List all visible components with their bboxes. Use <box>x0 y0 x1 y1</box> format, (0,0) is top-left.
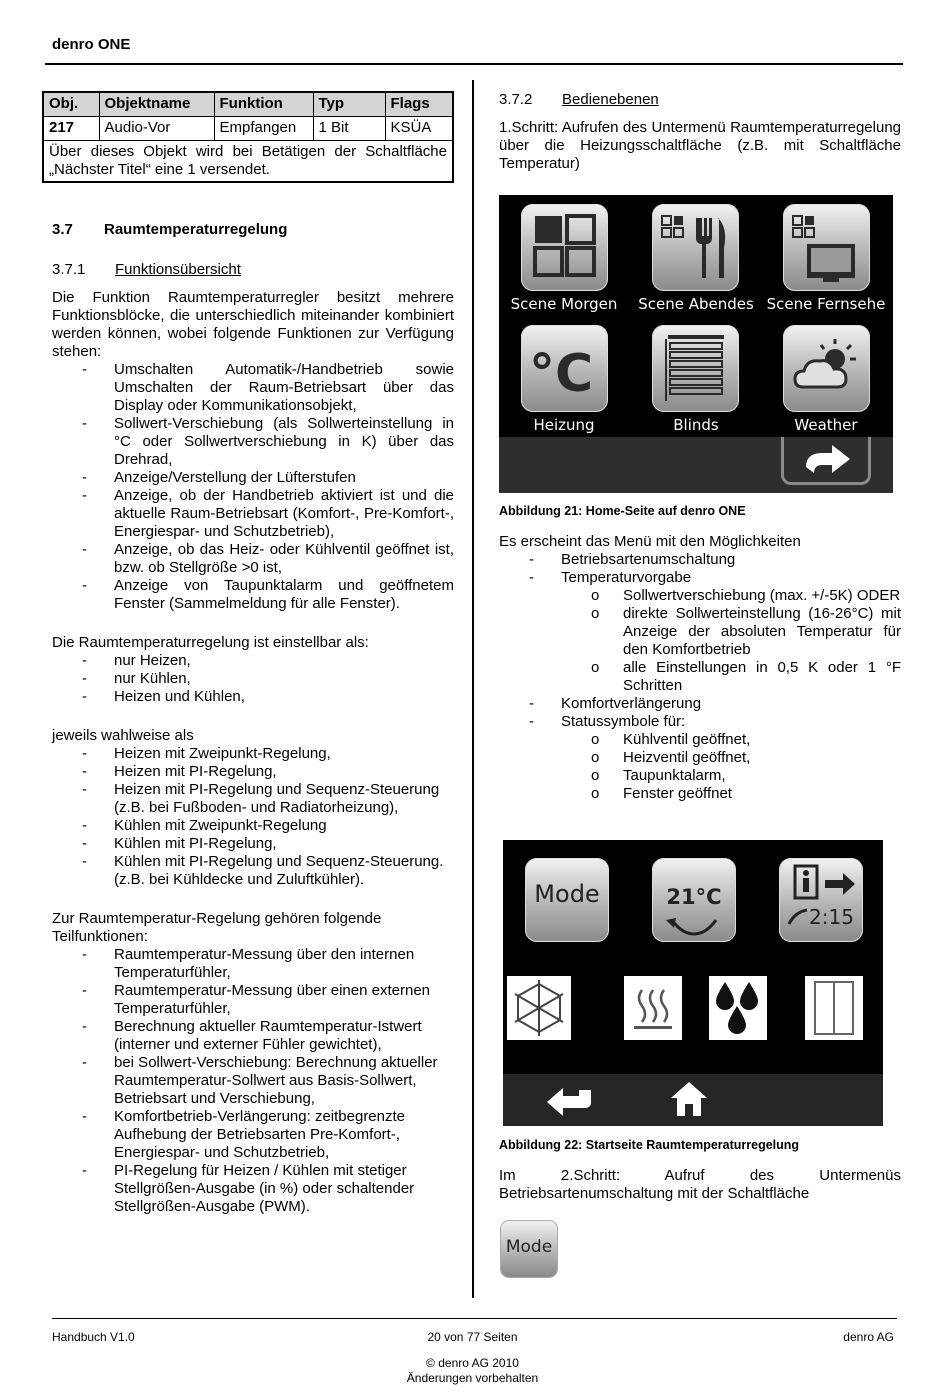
object-table <box>42 91 454 183</box>
weather-icon <box>783 325 870 412</box>
comfort-extension-tile[interactable] <box>779 858 863 942</box>
menu-list-2 <box>529 695 901 731</box>
footer-rule <box>52 1318 897 1319</box>
blinds-tile[interactable] <box>652 325 739 412</box>
list-item: - Anzeige, ob das Heiz- oder Kühlventil geöffnet ist, bzw. ob Stellgröße >0 ist, <box>82 541 454 577</box>
header-rule <box>45 63 903 65</box>
intro-paragraph: Die Funktion Raumtemperaturregler besitzt mehrere Funktionsblöcke, die unterschiedlich miteinander kombiniert werden können, wobei folgende Funktionen zur Verfügung stehen: <box>52 289 454 360</box>
section-number: 3.7 <box>52 221 73 238</box>
list-item: - Statussymbole für: <box>529 713 901 731</box>
mode-intro: jeweils wahlweise als <box>52 727 194 744</box>
subsection-title: Bedienebenen <box>562 91 659 108</box>
left-column <box>52 221 454 1216</box>
snowflake-icon <box>507 976 571 1040</box>
cell-description: Über dieses Objekt wird bei Betätigen der Schaltfläche „Nächster Titel“ eine 1 versendet. <box>43 140 453 182</box>
status-options-list <box>591 731 901 803</box>
menu-intro: Es erscheint das Menü mit den Möglichkeiten <box>499 533 801 550</box>
cell-flags: KSÜA <box>385 116 453 140</box>
list-item: - Heizen mit Zweipunkt-Regelung, <box>82 745 454 763</box>
tv-icon <box>783 204 870 291</box>
list-item: - Kühlen mit PI-Regelung und Sequenz-Steuerung.(z.B. bei Kühldecke und Zuluftkühler). <box>82 853 454 889</box>
step1-paragraph: 1.Schritt: Aufrufen des Untermenü Raumtemperaturregelung über die Heizungsschaltfläche (z.B. mit Schaltfläche Temperatur) <box>499 119 901 172</box>
rtr-screen-image <box>503 840 883 1126</box>
temperature-tile-label: 21°C <box>666 885 722 909</box>
svg-text:°C: °C <box>529 344 594 404</box>
mode-tile[interactable] <box>525 858 609 942</box>
temperature-options-list <box>591 587 901 695</box>
list-item: - Sollwert-Verschiebung (als Sollwerteinstellung in °C oder Sollwertverschiebung in K) über das Drehrad, <box>82 415 454 469</box>
th-funktion: Funktion <box>214 92 313 116</box>
window-open-tile <box>805 976 863 1040</box>
scene-morgen-tile[interactable] <box>521 204 608 291</box>
heizung-tile[interactable] <box>521 325 608 412</box>
list-item: o Sollwertverschiebung (max. +/-5K) ODER <box>591 587 901 605</box>
subsection-heading-372 <box>499 91 901 109</box>
function-list <box>82 361 454 613</box>
list-item: - Umschalten Automatik-/Handbetrieb sowie Umschalten der Raum-Betriebsart über das Display oder Kommunikationsobjekt, <box>82 361 454 415</box>
cell-obj: 217 <box>43 116 99 140</box>
subsection-heading-371 <box>52 261 454 279</box>
list-item: o alle Einstellungen in 0,5 K oder 1 °F Schritten <box>591 659 901 695</box>
cooling-valve-tile <box>507 976 571 1040</box>
footer-note: Änderungen vorbehalten <box>406 1371 539 1385</box>
list-item: o direkte Sollwerteinstellung (16-26°C) mit Anzeige der absoluten Temperatur für den Komfortbetrieb <box>591 605 901 659</box>
scene-fernsehe-tile[interactable] <box>783 204 870 291</box>
dew-point-tile <box>709 976 767 1040</box>
rotate-icon <box>662 916 726 938</box>
figure-22-caption: Abbildung 22: Startseite Raumtemperaturregelung <box>499 1138 800 1152</box>
heizung-label: Heizung <box>533 416 595 434</box>
subsection-number: 3.7.1 <box>52 261 86 278</box>
cell-objektname: Audio-Vor <box>99 116 214 140</box>
subfunction-list <box>82 946 454 1216</box>
dining-icon <box>652 204 739 291</box>
scene-fernsehe-label: Scene Fernsehe <box>766 295 886 313</box>
mode-tile-label: Mode <box>534 880 600 908</box>
page-header-title: denro ONE <box>52 36 131 53</box>
rtr-bottom-bar <box>503 1074 883 1126</box>
list-item: o Fenster geöffnet <box>591 785 901 803</box>
list-item: o Heizventil geöffnet, <box>591 749 901 767</box>
list-item: - Anzeige von Taupunktalarm und geöffnetem Fenster (Sammelmeldung für alle Fenster). <box>82 577 454 613</box>
forward-arrow-icon <box>784 437 868 481</box>
home-screen-image <box>499 195 893 493</box>
footer-manual-version: Handbuch V1.0 <box>52 1330 135 1344</box>
celsius-icon <box>521 325 608 412</box>
th-typ: Typ <box>313 92 385 116</box>
right-column-top <box>499 91 901 173</box>
window-icon <box>805 976 863 1040</box>
home-icon[interactable] <box>667 1078 711 1120</box>
section-title: Raumtemperaturregelung <box>104 221 288 238</box>
list-item: - Raumtemperatur-Messung über den internen Temperaturfühler, <box>82 946 454 982</box>
scene-morgen-label: Scene Morgen <box>510 295 618 313</box>
home-bottom-bar <box>499 437 893 493</box>
list-item: - Heizen mit PI-Regelung, <box>82 763 454 781</box>
list-item: - Heizen und Kühlen, <box>82 688 454 706</box>
mode-button-label: Mode <box>505 1237 553 1257</box>
scene-abendes-label: Scene Abendes <box>638 295 754 313</box>
footer-page-number: 20 von 77 Seiten <box>427 1330 518 1344</box>
blinds-icon <box>652 325 739 412</box>
mode-button[interactable] <box>501 1221 557 1277</box>
footer-copyright: © denro AG 2010 <box>426 1356 519 1370</box>
subfunctions-intro: Zur Raumtemperatur-Regelung gehören folgende Teilfunktionen: <box>52 910 382 945</box>
heating-valve-tile <box>624 976 682 1040</box>
footer-copyright-block <box>0 1356 945 1386</box>
list-item: o Taupunktalarm, <box>591 767 901 785</box>
list-item: - Kühlen mit Zweipunkt-Regelung <box>82 817 454 835</box>
list-item: - nur Heizen, <box>82 652 454 670</box>
blinds-label: Blinds <box>673 416 719 434</box>
cell-typ: 1 Bit <box>313 116 385 140</box>
quad-grid-icon <box>521 204 608 291</box>
weather-tile[interactable] <box>783 325 870 412</box>
next-button[interactable] <box>781 437 871 485</box>
list-item: - bei Sollwert-Verschiebung: Berechnung aktueller Raumtemperatur-Sollwert aus Basis-Sollwert, Betriebsart und Verschiebung, <box>82 1054 454 1108</box>
config-list <box>82 652 454 706</box>
mode-list <box>82 745 454 889</box>
list-item: - Komfortverlängerung <box>529 695 901 713</box>
water-drops-icon <box>709 976 767 1040</box>
th-flags: Flags <box>385 92 453 116</box>
heat-waves-icon <box>624 976 682 1040</box>
temperature-tile[interactable] <box>652 858 736 942</box>
list-item: - Anzeige, ob der Handbetrieb aktiviert ist und die aktuelle Raum-Betriebsart (Komfort-, Pre-Komfort-, Energiespar- und Schutzbetrieb), <box>82 487 454 541</box>
timer-tile-label: 2:15 <box>809 905 854 929</box>
subsection-number: 3.7.2 <box>499 91 533 108</box>
person-exit-icon <box>779 858 863 942</box>
list-item: - Berechnung aktueller Raumtemperatur-Istwert (interner und externer Fühler gewichtet), <box>82 1018 454 1054</box>
weather-label: Weather <box>794 416 858 434</box>
step2-paragraph: Im 2.Schritt: Aufruf des Untermenüs Betriebsartenumschaltung mit der Schaltfläche <box>499 1167 901 1202</box>
list-item: - Komfortbetrieb-Verlängerung: zeitbegrenzte Aufhebung der Betriebsarten Pre-Komfort-, Energiespar- und Schutzbetrieb, <box>82 1108 454 1162</box>
menu-list <box>529 551 901 587</box>
list-item: - nur Kühlen, <box>82 670 454 688</box>
list-item: - Heizen mit PI-Regelung und Sequenz-Steuerung (z.B. bei Fußboden- und Radiatorheizung), <box>82 781 454 817</box>
list-item: - Anzeige/Verstellung der Lüfterstufen <box>82 469 454 487</box>
config-intro: Die Raumtemperaturregelung ist einstellbar als: <box>52 634 369 651</box>
list-item: - Kühlen mit PI-Regelung, <box>82 835 454 853</box>
right-column-bottom <box>499 1136 901 1203</box>
list-item: - Temperaturvorgabe <box>529 569 901 587</box>
subsection-title: Funktionsübersicht <box>115 261 241 278</box>
th-objektname: Objektname <box>99 92 214 116</box>
scene-abendes-tile[interactable] <box>652 204 739 291</box>
column-divider <box>472 80 474 1298</box>
figure-21-caption: Abbildung 21: Home-Seite auf denro ONE <box>499 504 746 518</box>
cell-funktion: Empfangen <box>214 116 313 140</box>
right-column-middle <box>499 502 901 803</box>
list-item: - Raumtemperatur-Messung über einen externen Temperaturfühler, <box>82 982 454 1018</box>
back-arrow-icon[interactable] <box>541 1080 597 1120</box>
list-item: - Betriebsartenumschaltung <box>529 551 901 569</box>
section-heading <box>52 221 454 239</box>
footer-company: denro AG <box>843 1330 894 1344</box>
list-item: - PI-Regelung für Heizen / Kühlen mit stetiger Stellgrößen-Ausgabe (in %) oder schaltender Stellgrößen-Ausgabe (PWM). <box>82 1162 454 1216</box>
th-obj: Obj. <box>43 92 99 116</box>
list-item: o Kühlventil geöffnet, <box>591 731 901 749</box>
